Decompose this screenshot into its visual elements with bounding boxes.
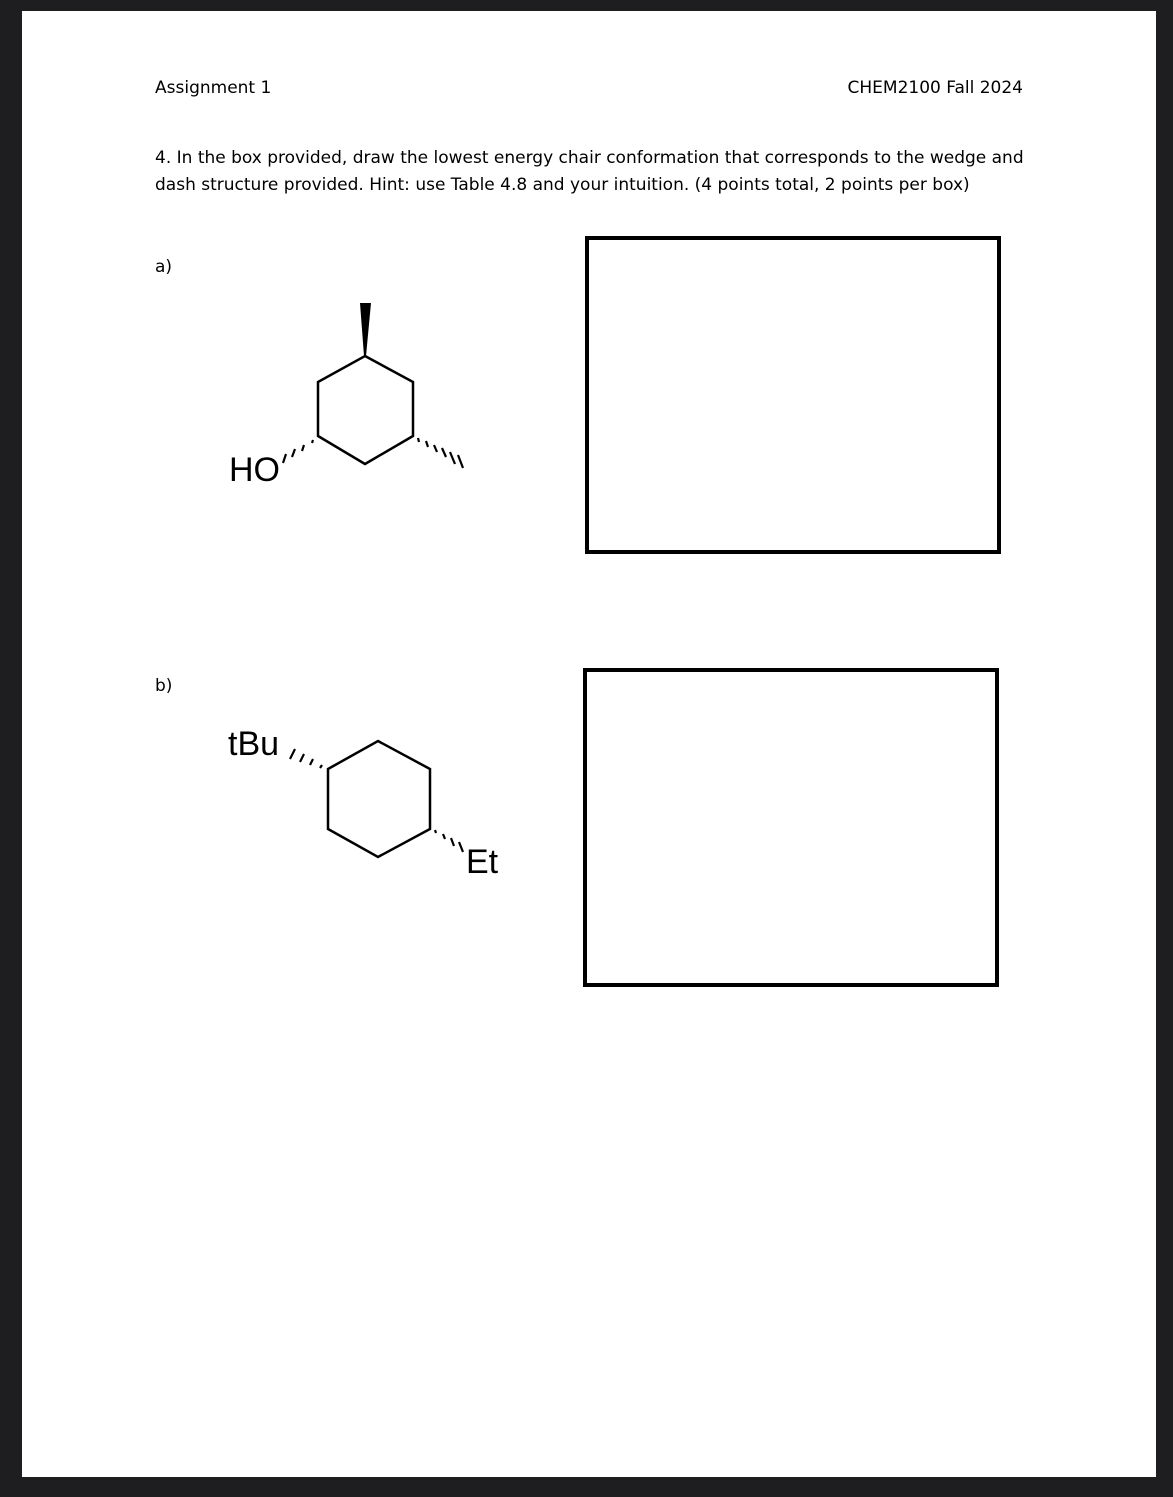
cyclohexane-ring-a (318, 356, 413, 464)
course-header: CHEM2100 Fall 2024 (847, 78, 1023, 98)
dash-bond-a-left (283, 440, 313, 463)
cyclohexane-ring-b (328, 741, 430, 857)
wedge-bond-a (360, 303, 371, 356)
question-text: 4. In the box provided, draw the lowest energy chair conformation that corresponds to the wedge and dash structure provided. Hint: use Table 4.8 and your intuition. (4 points total, 2 points per box) (155, 148, 1024, 195)
part-a-label: a) (155, 257, 173, 277)
tert-butyl-label: tBu (228, 725, 280, 763)
dash-bond-b-right (435, 830, 463, 852)
dash-bond-a-right (418, 438, 463, 468)
dash-bond-b-left (290, 749, 322, 768)
ethyl-label: Et (466, 843, 499, 881)
assignment-header: Assignment 1 (155, 78, 272, 98)
part-b-label: b) (155, 676, 173, 696)
hydroxyl-label: HO (229, 451, 280, 489)
